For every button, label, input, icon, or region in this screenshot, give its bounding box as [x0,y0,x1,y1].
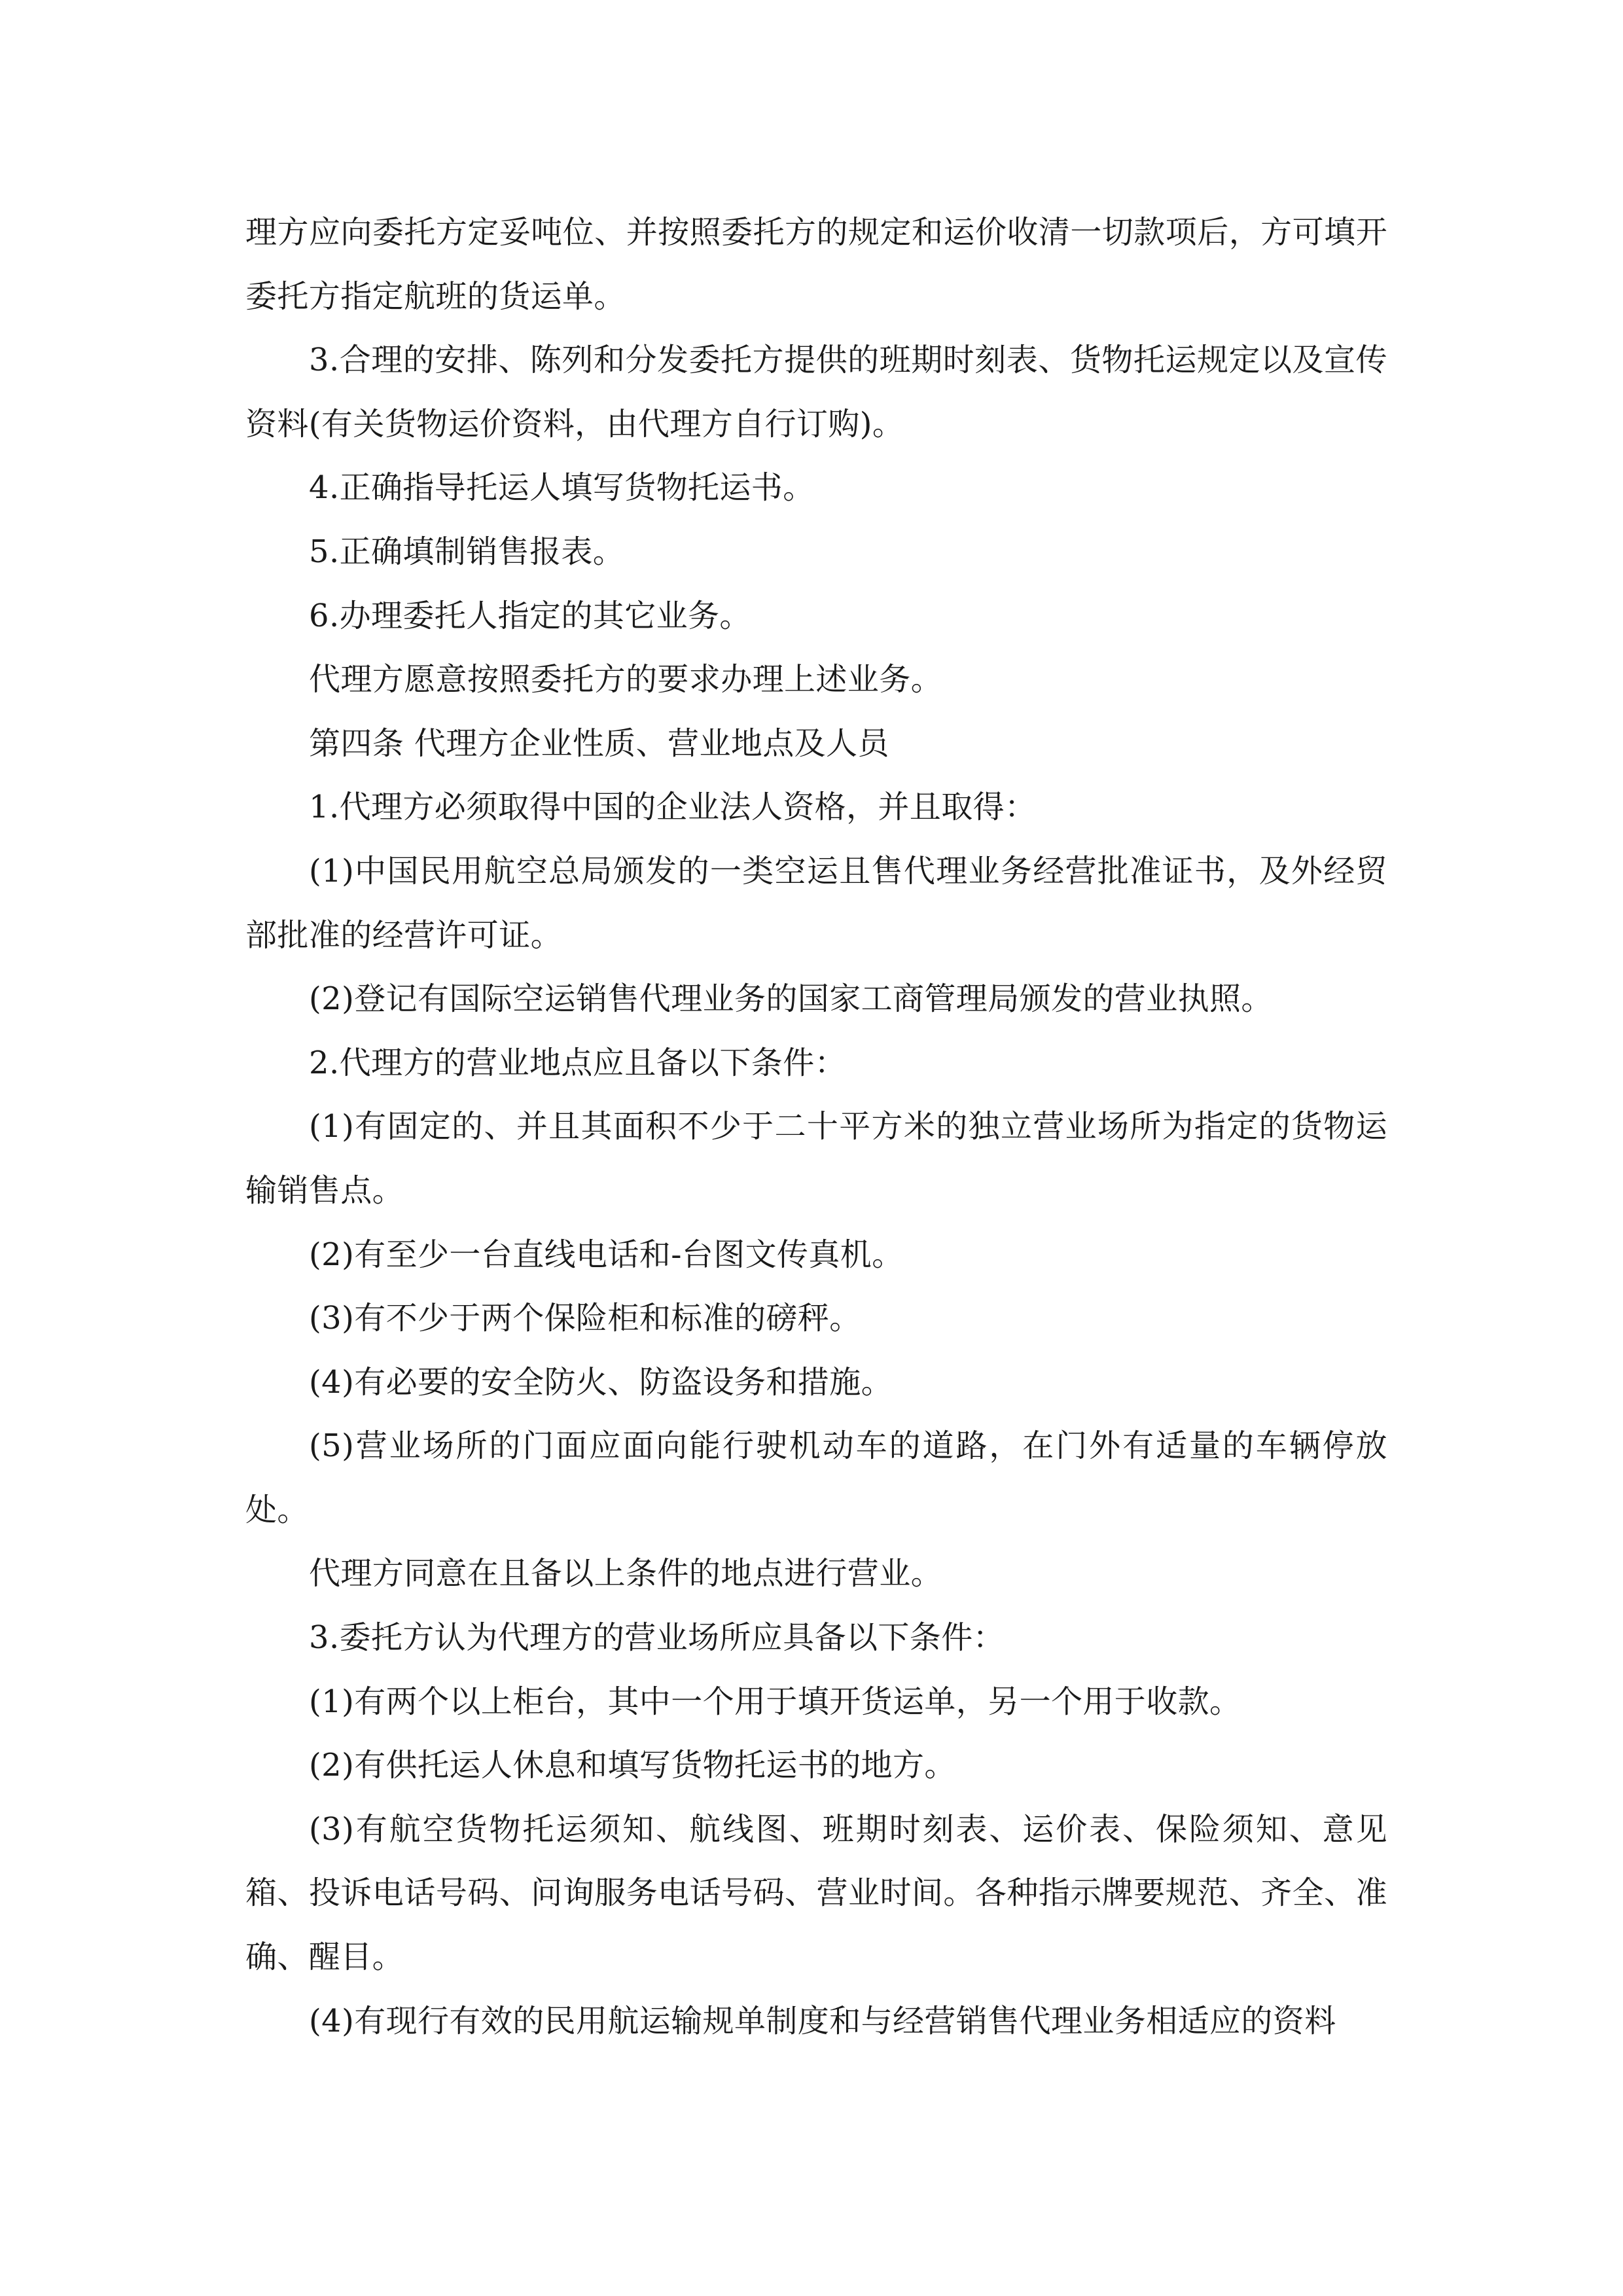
paragraph-6: 代理方愿意按照委托方的要求办理上述业务。 [309,661,943,698]
paragraph-5: 6.办理委托人指定的其它业务。 [309,597,751,634]
paragraph-8: 1.代理方必须取得中国的企业法人资格，并且取得： [309,789,1037,826]
paragraph-22: (4)有现行有效的民用航运输规单制度和与经营销售代理业务相适应的资料 [309,2002,1336,2039]
paragraph-1: 理方应向委托方定妥吨位、并按照委托方的规定和运价收清一切款项后，方可填开委托方指定航班的货运单。 [245,214,1387,315]
paragraph-4: 5.正确填制销售报表。 [309,533,625,570]
paragraph-14: (3)有不少于两个保险柜和标准的磅秤。 [309,1300,861,1337]
paragraph-13: (2)有至少一台直线电话和-台图文传真机。 [309,1236,904,1273]
paragraph-12: (1)有固定的、并且其面积不少于二十平方米的独立营业场所为指定的货物运输销售点。 [245,1108,1387,1209]
paragraph-16: (5)营业场所的门面应面向能行驶机动车的道路，在门外有适量的车辆停放处。 [245,1427,1387,1528]
paragraph-15: (4)有必要的安全防火、防盗设务和措施。 [309,1363,893,1401]
paragraph-11: 2.代理方的营业地点应且备以下条件： [309,1044,846,1081]
paragraph-18: 3.委托方认为代理方的营业场所应具备以下条件： [309,1619,1005,1657]
paragraph-3: 4.正确指导托运人填写货物托运书。 [309,469,815,507]
paragraph-10: (2)登记有国际空运销售代理业务的国家工商管理局颁发的营业执照。 [309,980,1273,1018]
document-body [245,201,1387,2053]
paragraph-17: 代理方同意在且备以上条件的地点进行营业。 [309,1555,943,1592]
section-heading: 第四条 代理方企业性质、营业地点及人员 [309,725,889,762]
paragraph-9: (1)中国民用航空总局颁发的一类空运且售代理业务经营批准证书，及外经贸部批准的经营许可证。 [245,852,1387,954]
paragraph-20: (2)有供托运人休息和填写货物托运书的地方。 [309,1747,956,1784]
paragraph-2: 3.合理的安排、陈列和分发委托方提供的班期时刻表、货物托运规定以及宣传资料(有关货物运价资料，由代理方自行订购)。 [245,342,1387,442]
paragraph-19: (1)有两个以上柜台，其中一个用于填开货运单，另一个用于收款。 [309,1683,1241,1720]
paragraph-21: (3)有航空货物托运须知、航线图、班期时刻表、运价表、保险须知、意见箱、投诉电话号码、问询服务电话号码、营业时间。各种指示牌要规范、齐全、准确、醒目。 [245,1810,1387,1976]
